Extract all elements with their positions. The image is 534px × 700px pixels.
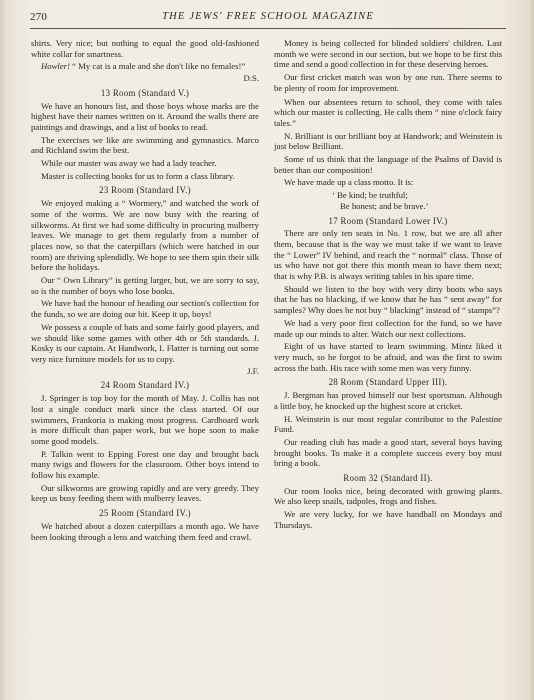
room17-paragraph: Should we listen to the boy with very dirty boots who says that he has no blacking, if we know that he has “ sent away” for samples? Why does he not buy “ blacking” instead of “ stamps”?	[274, 283, 502, 316]
right-paragraph: We have made up a class motto. It is:	[284, 177, 414, 188]
room13-paragraph: While our master was away we had a lady teacher.	[41, 158, 217, 169]
page-header	[30, 8, 506, 28]
room28-paragraph: Our reading club has made a good start, several boys having brought books. To make it a complete success every boy must bring a book.	[274, 436, 502, 469]
motto-line: Be honest; and be brave.’	[340, 200, 429, 211]
right-paragraph: Some of us think that the language of the Psalms of David is better than our composition!	[274, 154, 502, 175]
page-number: 270	[30, 11, 48, 23]
page-right-edge	[529, 0, 534, 700]
room28-heading: 28 Room (Standard Upper III).	[328, 377, 448, 388]
room32-paragraph: Our room looks nice, being decorated with growing plants. We also keep snails, tadpoles, frogs and fishes.	[274, 485, 502, 507]
right-column	[274, 38, 502, 533]
room32-paragraph: We are very lucky, for we have handball on Mondays and Thursdays.	[274, 509, 502, 530]
room23-paragraph: Our “ Own Library” is getting larger, but, we are sorry to say, so is the number of boys who lose books.	[31, 275, 259, 296]
continuation-text: shirts. Very nice; but nothing to equal the good old-fashioned white collar for smartness.	[31, 38, 259, 59]
room24-paragraph: J. Springer is top boy for the month of May. J. Collis has not lost a single conduct mark since the class started. Of our swimmers, Frankoria is making most progress. Cardboard work is more difficult than paper work, but we hope soon to make some good models.	[31, 393, 259, 446]
header-rule	[30, 28, 506, 29]
howler-label: Howler!	[41, 61, 70, 72]
right-paragraph: Money is being collected for blinded soldiers' children. Last month we were second in our section, but we hope to be first this time and send a good collection in for these deserving heroes.	[274, 38, 502, 70]
room23-paragraph: We have had the honour of heading our section's collection for the funds, so we are doing our bit. Keep it up, boys!	[31, 298, 259, 320]
room23-signature: J.F.	[247, 365, 259, 376]
room24-heading: 24 Room Standard IV.)	[100, 380, 190, 391]
room24-paragraph: Our silkworms are growing rapidly and are very greedy. They keep us busy feeding them with mulberry leaves.	[31, 482, 259, 504]
left-column	[31, 38, 259, 544]
right-paragraph: N. Brilliant is our brilliant boy at Handwork; and Weinstein is just below Brilliant.	[274, 130, 502, 152]
howler-paragraph	[31, 61, 259, 72]
room28-paragraph: J. Bergman has proved himself our best sportsman. Although a little boy, he knocked up the highest score at cricket.	[274, 390, 502, 411]
page-left-edge	[0, 0, 6, 700]
room32-heading: Room 32 (Standard II).	[343, 473, 433, 484]
room17-heading: 17 Room (Standard Lower IV.)	[328, 215, 448, 226]
room17-paragraph: There are only ten seats in No. 1 row, but we are all after them, because that is the way we must take if we want to leave the “ Lower” IV behind, and reach the “ normal” class. Those of us who have not got there this month mean to have them next; that is why P.B. is always writing tables in his spare time.	[274, 228, 502, 282]
room28-paragraph: H. Weinstein is our most regular contributor to the Palestine Fund.	[274, 413, 502, 435]
room13-heading: 13 Room (Standard V.)	[100, 87, 190, 98]
room25-paragraph: We hatched about a dozen caterpillars a month ago. We have been looking through a lens and watching them feed and crawl.	[31, 520, 259, 542]
right-paragraph: When our absentees return to school, they come with tales which our master is collecting. He calls them “ nine o'clock fairy tales.”	[274, 96, 502, 128]
room23-paragraph: We enjoyed making a “ Wormery,” and watched the work of some of the worms. We are now busy with the rearing of silkworms. At first we had some difficulty in procuring mulberry leaves. We manage to get them regularly from a number of places now, so that the caterpillars (which were hatched in our room) are thriving splendidly. We hope to see them spin their silk before the holidays.	[31, 198, 259, 273]
room23-paragraph: We possess a couple of bats and some fairly good players, and we should like some games with other 4th or 5th standards. J. Kosky is our captain. At Handwork, I. Flatter is turning out some very nice furniture models for us to copy.	[31, 321, 259, 364]
room13-paragraph: Master is collecting books for us to form a class library.	[41, 170, 235, 181]
room23-heading: 23 Room (Standard IV.)	[99, 185, 191, 196]
class-motto	[274, 190, 502, 211]
room25-heading: 25 Room (Standard IV.)	[99, 508, 191, 519]
motto-line: ‘ Be kind; be truthful;	[332, 190, 408, 201]
room13-paragraph: We have an honours list, and those boys whose marks are the highest have their names written on it. Around the walls there are paintings and drawings, and a list of books to read.	[31, 100, 259, 132]
magazine-title: THE JEWS' FREE SCHOOL MAGAZINE	[162, 11, 374, 22]
room13-paragraph: The exercises we like are swimming and gymnastics. Marco and Richland swim the best.	[31, 134, 259, 156]
howler-signature: D.S.	[243, 73, 259, 84]
room17-paragraph: Eight of us have started to learn swimming. Mintz liked it very much, so he forgot to be afraid, and was the first to swim across the bath. His race with some men was very funny.	[274, 341, 502, 373]
right-paragraph: Our first cricket match was won by one run. There seems to be plenty of room for improvement.	[274, 72, 502, 93]
room17-paragraph: We had a very poor first collection for the fund, so we have made up our minds to alter. Watch our next collections.	[274, 317, 502, 339]
howler-text: “ My cat is a male and she don't like no females!”	[72, 61, 246, 72]
room24-paragraph: P. Talkin went to Epping Forest one day and brought back many twigs and flowers for the classroom. Other boys intend to follow his example.	[31, 448, 259, 481]
